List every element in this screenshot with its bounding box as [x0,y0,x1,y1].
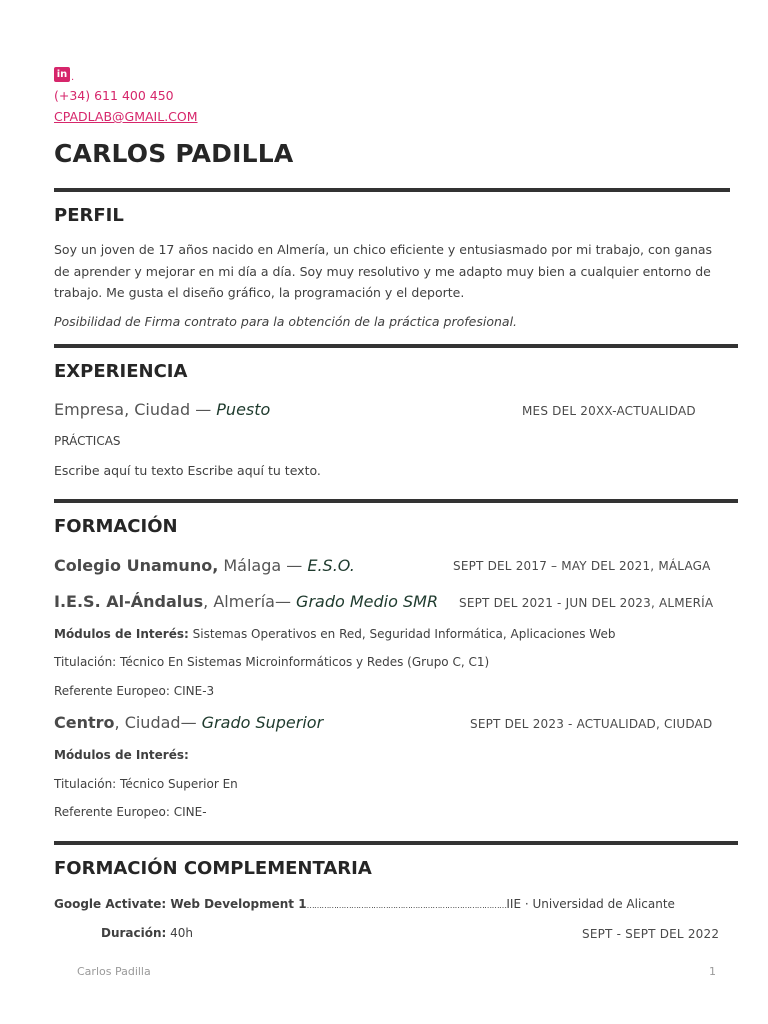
education-city: , Ciudad— [114,713,202,732]
email-link[interactable]: CPADLAB@GMAIL.COM [54,109,198,124]
education-modules [54,627,615,641]
linkedin-suffix: . [71,72,75,83]
course-dots: ……………………………………………………………………… [306,901,507,910]
candidate-name: CARLOS PADILLA [54,139,294,168]
education-reference: Referente Europeo: CINE- [54,805,207,819]
divider [54,188,730,192]
duration-value: 40h [166,926,194,940]
section-title-perfil: PERFIL [54,205,124,226]
course-institution: IIE · Universidad de Alicante [506,897,675,911]
education-degree: Titulación: Técnico En Sistemas Microinformáticos y Redes (Grupo C, C1) [54,655,490,669]
experience-date: MES DEL 20XX-ACTUALIDAD [522,404,696,418]
divider [54,344,738,348]
education-school: Centro [54,713,115,732]
course-date: SEPT - SEPT DEL 2022 [582,927,720,941]
education-date: SEPT DEL 2017 – MAY DEL 2021, MÁLAGA [453,559,711,573]
perfil-line: de aprender y mejorar en mi día a día. Soy muy resolutivo y me adapto muy bien a cualquier entorno de [54,263,711,279]
modules-value: Sistemas Operativos en Red, Seguridad Informática, Aplicaciones Web [188,627,616,641]
section-title-formacion: FORMACIÓN [54,516,178,537]
perfil-paragraph [54,239,724,304]
experience-role: Puesto [216,400,271,419]
perfil-note: Posibilidad de Firma contrato para la obtención de la práctica profesional. [54,314,518,329]
education-heading [54,556,355,575]
education-city: Málaga — [218,556,308,575]
education-date: SEPT DEL 2021 - JUN DEL 2023, ALMERÍA [459,596,714,610]
perfil-line: Soy un joven de 17 años nacido en Almería, un chico eficiente y entusiasmado por mi trabajo, con ganas [54,242,713,257]
page-number: 1 [709,965,716,978]
footer-name: Carlos Padilla [77,965,151,978]
divider [54,499,738,503]
education-reference: Referente Europeo: CINE-3 [54,684,215,698]
section-title-experiencia: EXPERIENCIA [54,361,188,382]
experience-place: Empresa, Ciudad — [54,400,217,419]
modules-label: Módulos de Interés: [54,627,189,641]
linkedin-icon[interactable]: in [54,67,70,82]
course-line [54,897,675,911]
education-heading [54,713,323,732]
education-role: Grado Medio SMR [296,592,439,611]
education-heading [54,592,438,611]
experience-description: Escribe aquí tu texto Escribe aquí tu texto. [54,463,321,478]
education-degree: Titulación: Técnico Superior En [54,777,238,791]
perfil-line: trabajo. Me gusta el diseño gráfico, la programación y el deporte. [54,285,465,300]
education-school: Colegio Unamuno, [54,556,219,575]
divider [54,841,738,845]
course-duration [101,926,193,940]
section-title-complementaria: FORMACIÓN COMPLEMENTARIA [54,858,372,879]
education-school: I.E.S. Al-Ándalus [54,592,204,611]
duration-label: Duración: [101,926,167,940]
modules-label: Módulos de Interés: [54,748,189,762]
phone-number[interactable]: (+34) 611 400 450 [54,88,174,103]
education-role: E.S.O. [307,556,355,575]
education-date: SEPT DEL 2023 - ACTUALIDAD, CIUDAD [470,717,713,731]
course-name: Google Activate: Web Development 1 [54,897,307,911]
experience-heading [54,400,270,419]
experience-type: PRÁCTICAS [54,434,121,448]
education-role: Grado Superior [201,713,324,732]
education-city: , Almería— [203,592,297,611]
